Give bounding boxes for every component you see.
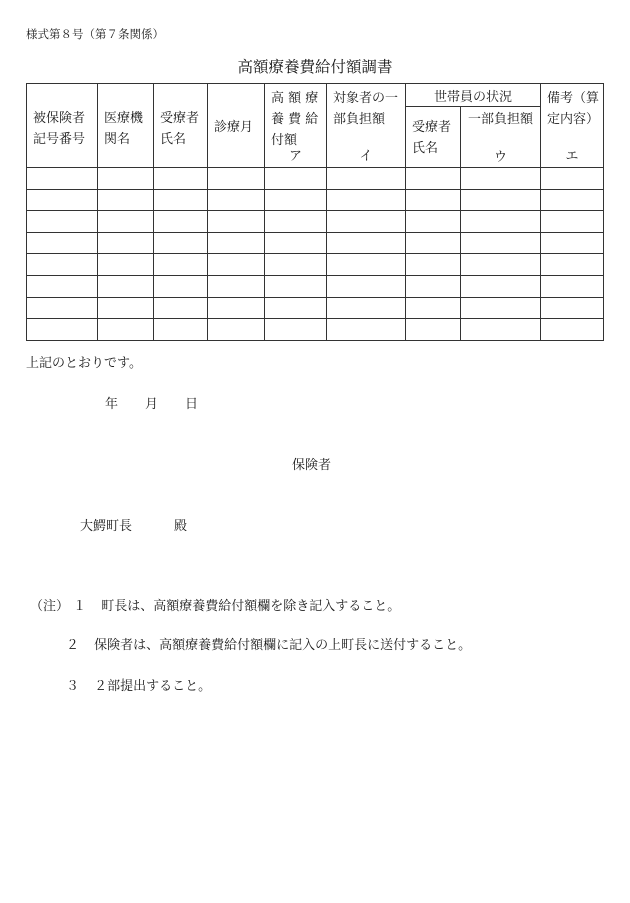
table-row (27, 275, 604, 297)
table-cell (541, 297, 604, 319)
table-cell (461, 254, 541, 276)
header-institution: 医療機 関名 (98, 84, 154, 168)
addressee-name: 大鰐町長 (80, 519, 133, 534)
table-cell (461, 297, 541, 319)
table-cell (541, 319, 604, 341)
header-household-status: 世帯員の状況 (406, 84, 541, 107)
table-cell (541, 254, 604, 276)
table-cell (208, 254, 265, 276)
table-cell (461, 232, 541, 254)
table-cell (461, 189, 541, 211)
table-row (27, 319, 604, 341)
table-cell (208, 319, 265, 341)
column-letter-u: ウ (494, 150, 508, 165)
table-cell (98, 297, 154, 319)
table-cell (327, 254, 406, 276)
table-row (27, 232, 604, 254)
table-cell (27, 254, 98, 276)
note-number: ２ (66, 638, 80, 653)
table-cell (154, 254, 208, 276)
table-cell (461, 168, 541, 190)
note-item-2 (66, 634, 471, 653)
table-cell (265, 319, 327, 341)
table-cell (406, 211, 461, 233)
table-cell (541, 189, 604, 211)
table-cell (541, 168, 604, 190)
table-cell (98, 189, 154, 211)
table-cell (154, 232, 208, 254)
header-household-name: 受療者 氏名 (406, 107, 461, 168)
table-cell (541, 275, 604, 297)
benefit-table (26, 83, 604, 341)
table-cell (98, 275, 154, 297)
table-row (27, 297, 604, 319)
table-cell (327, 319, 406, 341)
table-cell (406, 275, 461, 297)
table-cell (265, 275, 327, 297)
addressee-honorific: 殿 (174, 519, 188, 534)
table-cell (98, 232, 154, 254)
table-cell (406, 297, 461, 319)
note-text: ２部提出すること。 (94, 679, 212, 694)
date-year: 年 (105, 397, 119, 412)
note-number: ３ (66, 679, 80, 694)
table-row (27, 168, 604, 190)
table-cell (154, 319, 208, 341)
table-cell (27, 211, 98, 233)
note-number: １ (73, 599, 87, 614)
table-cell (208, 297, 265, 319)
table-cell (27, 189, 98, 211)
table-cell (327, 168, 406, 190)
table-cell (27, 319, 98, 341)
table-cell (406, 254, 461, 276)
table-cell (98, 211, 154, 233)
header-treatment-month: 診療月 (208, 84, 265, 168)
form-number: 様式第８号（第７条関係） (26, 27, 164, 41)
table-cell (265, 232, 327, 254)
table-cell (327, 211, 406, 233)
table-cell (27, 232, 98, 254)
table-cell (265, 168, 327, 190)
table-cell (154, 168, 208, 190)
table-row (27, 254, 604, 276)
table-cell (461, 319, 541, 341)
note-item-1 (30, 595, 400, 614)
table-cell (327, 297, 406, 319)
table-row (27, 189, 604, 211)
statement: 上記のとおりです。 (26, 356, 142, 371)
table-cell (461, 211, 541, 233)
table-cell (265, 211, 327, 233)
note-text: 町長は、高額療養費給付額欄を除き記入すること。 (101, 599, 401, 614)
column-letter-a: ア (288, 149, 302, 164)
table-cell (98, 254, 154, 276)
table-cell (327, 189, 406, 211)
table-cell (265, 297, 327, 319)
date-month: 月 (145, 397, 159, 412)
table-cell (406, 168, 461, 190)
table-cell (154, 211, 208, 233)
table-cell (154, 297, 208, 319)
table-cell (27, 297, 98, 319)
table-cell (541, 232, 604, 254)
header-benefit-amount: 高 額 療 養 費 給 付額 ア (265, 84, 327, 168)
column-letter-i: イ (359, 149, 373, 164)
table-cell (461, 275, 541, 297)
date-line (105, 393, 198, 412)
table-cell (98, 319, 154, 341)
table-cell (406, 319, 461, 341)
table-cell (208, 168, 265, 190)
table-cell (154, 189, 208, 211)
table-cell (27, 168, 98, 190)
header-household-copay: 一部負担額 ウ (461, 107, 541, 168)
table-cell (406, 189, 461, 211)
header-insured-number: 被保険者 記号番号 (27, 84, 98, 168)
table-cell (27, 275, 98, 297)
table-cell (327, 232, 406, 254)
table-row (27, 211, 604, 233)
note-item-3 (66, 675, 211, 694)
header-subject-copay: 対象者の一 部負担額 イ (327, 84, 406, 168)
table-cell (208, 211, 265, 233)
table-cell (208, 232, 265, 254)
column-letter-e: エ (565, 149, 579, 164)
table-cell (265, 254, 327, 276)
table-cell (406, 232, 461, 254)
table-cell (265, 189, 327, 211)
table-cell (154, 275, 208, 297)
table-cell (98, 168, 154, 190)
addressee (80, 515, 187, 534)
insurer-label: 保険者 (292, 458, 332, 473)
table-cell (327, 275, 406, 297)
table-cell (541, 211, 604, 233)
note-text: 保険者は、高額療養費給付額欄に記入の上町長に送付すること。 (94, 638, 472, 653)
table-cell (208, 275, 265, 297)
page-title: 高額療養費給付額調書 (237, 58, 393, 76)
header-remarks: 備考（算 定内容） エ (541, 84, 604, 168)
table-cell (208, 189, 265, 211)
note-label: （注） (30, 599, 70, 614)
date-day: 日 (185, 397, 199, 412)
header-patient-name: 受療者 氏名 (154, 84, 208, 168)
